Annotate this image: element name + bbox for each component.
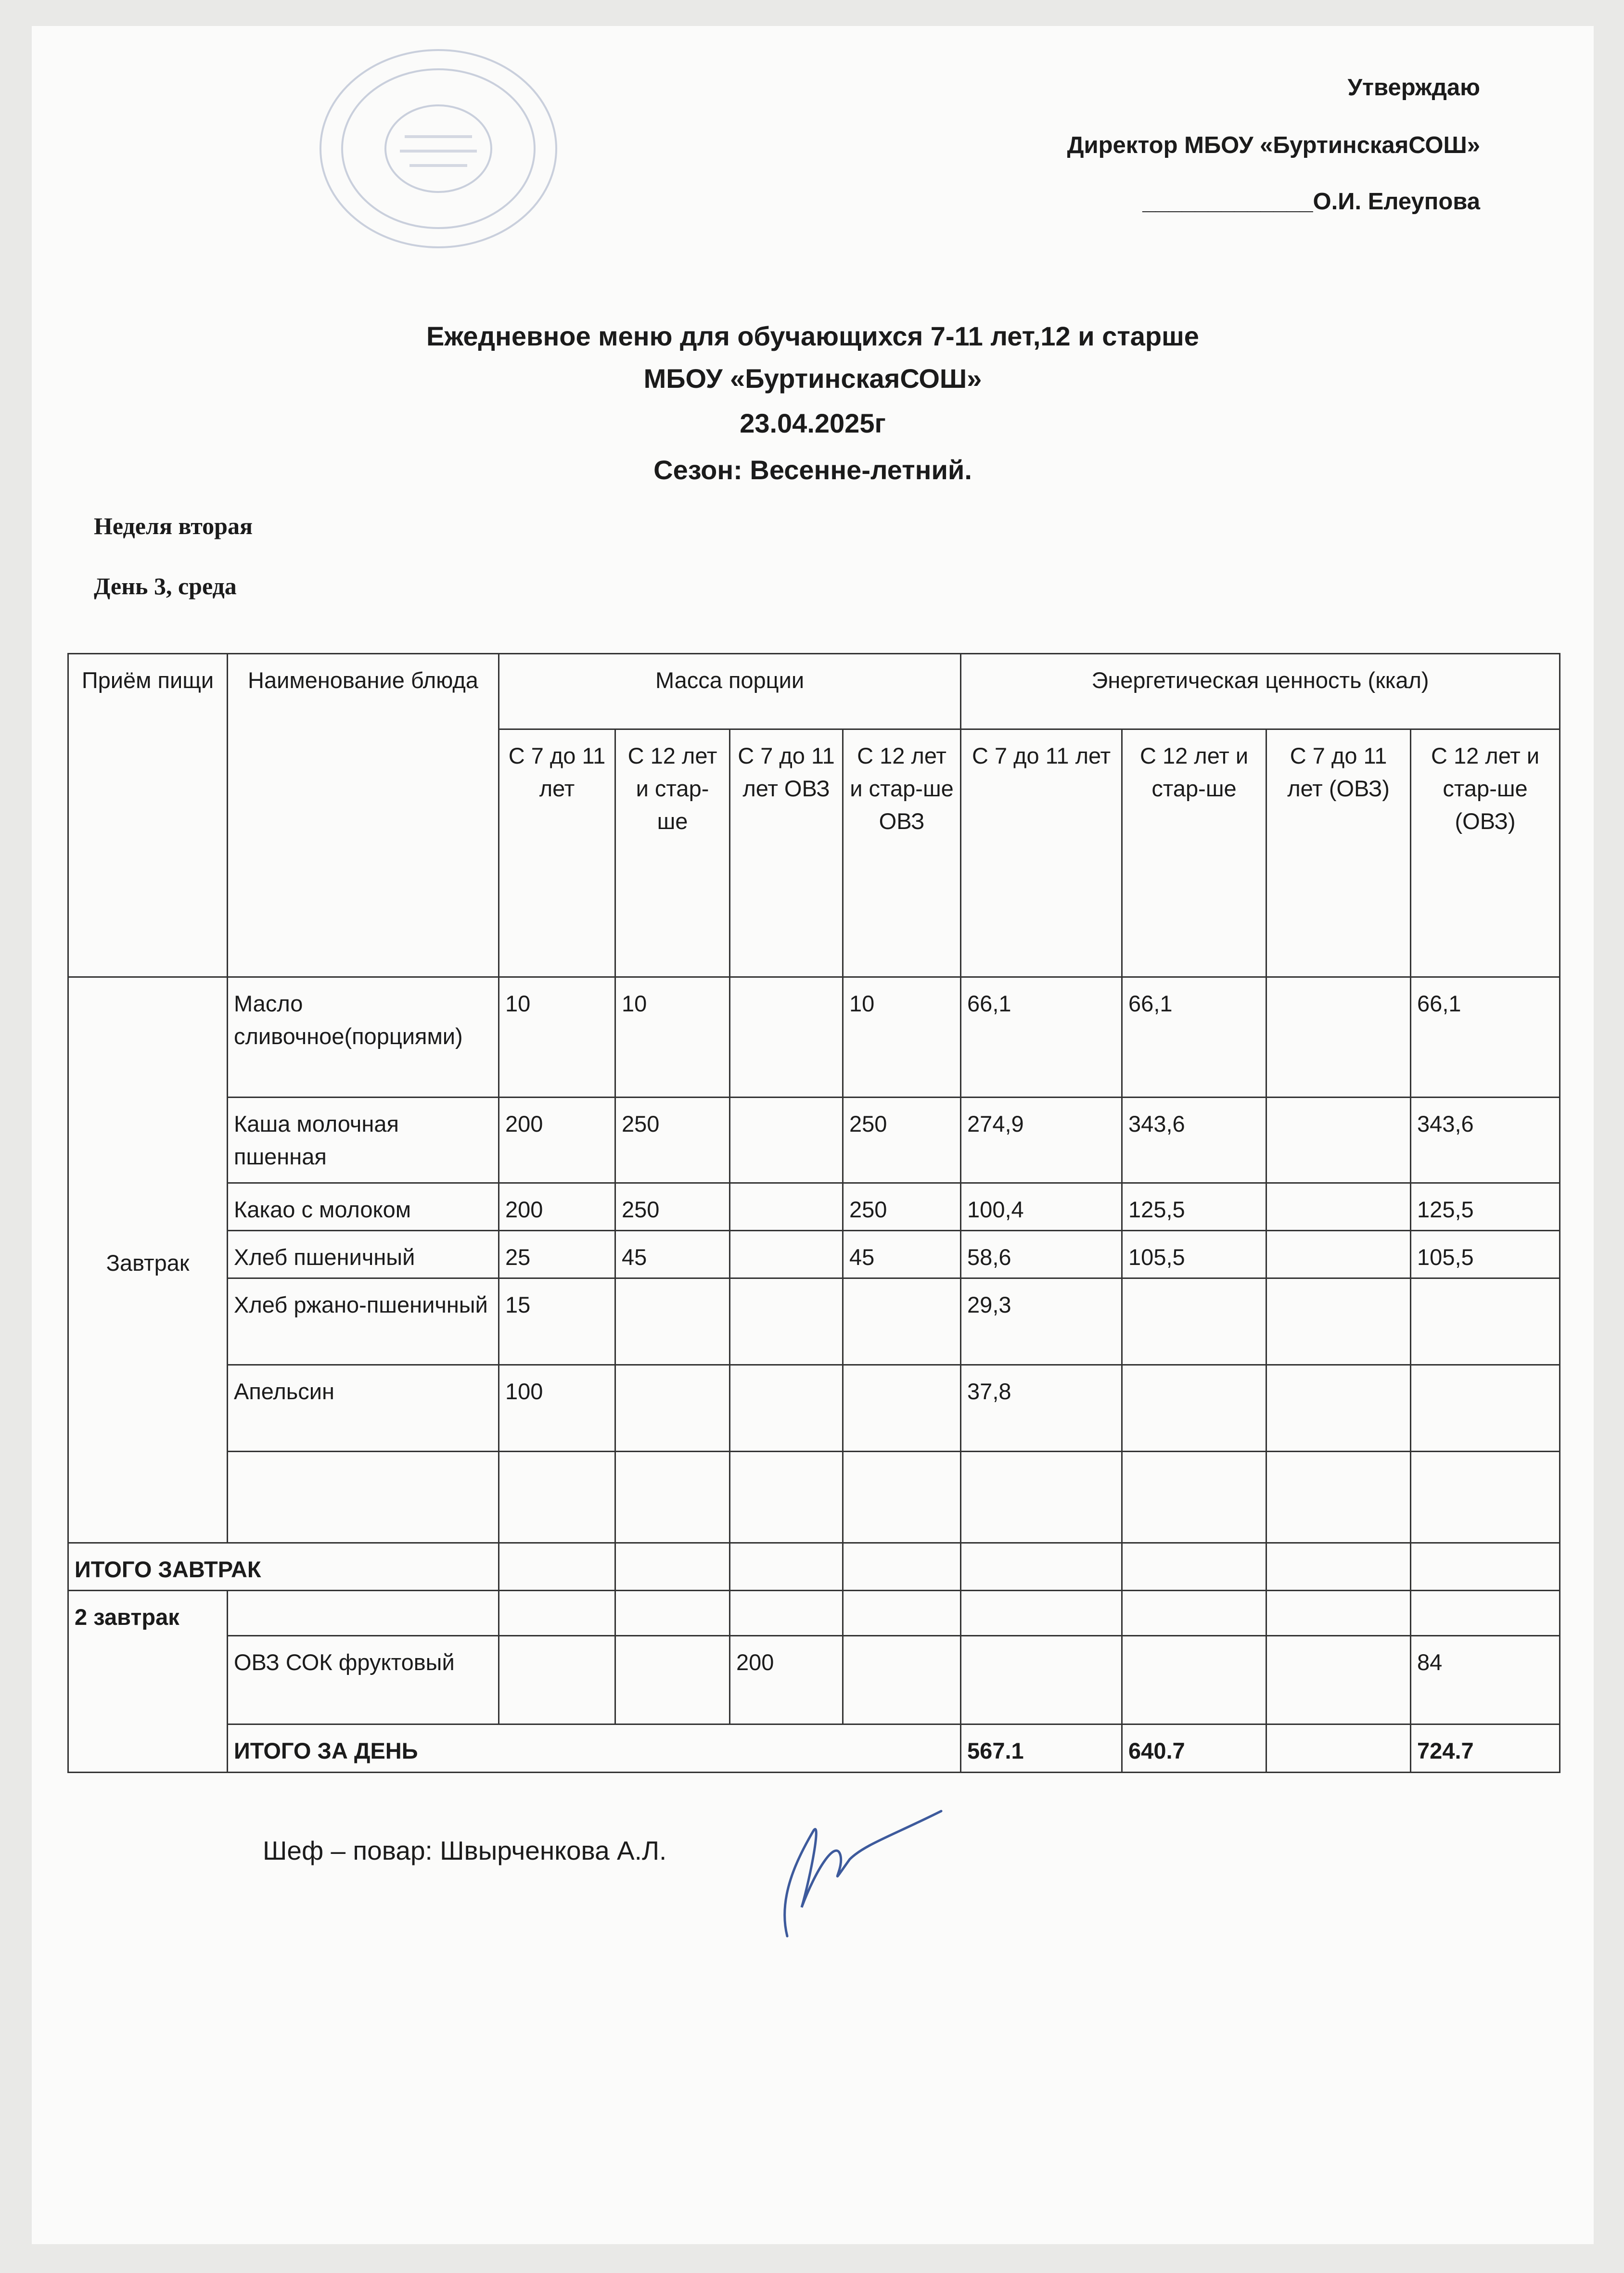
- cell-value: 100: [499, 1365, 615, 1452]
- cell-value: 125,5: [1411, 1183, 1560, 1231]
- cell-value: [730, 1452, 843, 1543]
- cell-value: [1122, 1452, 1266, 1543]
- cell-value: [730, 1591, 843, 1636]
- menu-table: [67, 653, 1560, 1773]
- cell-value: [843, 1543, 961, 1591]
- cell-value: [730, 977, 843, 1098]
- cell-value: [961, 1591, 1122, 1636]
- cell-value: [730, 1231, 843, 1278]
- subheader: С 7 до 11 лет ОВЗ: [730, 729, 843, 977]
- chef-signature-line: Шеф – повар: Швырченкова А.Л.: [263, 1836, 667, 1865]
- cell-value: 250: [843, 1098, 961, 1183]
- table-row: [68, 1231, 1560, 1278]
- cell-value: 100,4: [961, 1183, 1122, 1231]
- cell-value: [961, 1543, 1122, 1591]
- cell-value: [843, 1365, 961, 1452]
- cell-value: 84: [1411, 1636, 1560, 1724]
- table-row: [68, 1278, 1560, 1365]
- dish-name: ОВЗ СОК фруктовый: [228, 1636, 499, 1724]
- official-seal: [313, 45, 563, 252]
- cell-value: [1266, 1183, 1411, 1231]
- total-breakfast-label: ИТОГО ЗАВТРАК: [68, 1543, 499, 1591]
- cell-value: 66,1: [1122, 977, 1266, 1098]
- cell-value: [1266, 1365, 1411, 1452]
- dish-name: Хлеб ржано-пшеничный: [228, 1278, 499, 1365]
- cell-value: [1122, 1543, 1266, 1591]
- cell-value: 58,6: [961, 1231, 1122, 1278]
- second-breakfast-row: [68, 1591, 1560, 1636]
- cell-value: [730, 1183, 843, 1231]
- subheader: С 12 лет и стар-ше: [1122, 729, 1266, 977]
- cell-value: [499, 1543, 615, 1591]
- subheader: С 7 до 11 лет: [499, 729, 615, 977]
- cell-value: 45: [843, 1231, 961, 1278]
- menu-title-line1: Ежедневное меню для обучающихся 7-11 лет,12 и старше: [426, 321, 1199, 351]
- cell-value: [1266, 1543, 1411, 1591]
- director-signature-line: _____________О.И. Елеупова: [1142, 189, 1480, 215]
- cell-value: [499, 1591, 615, 1636]
- cell-value: [499, 1636, 615, 1724]
- cell-value: [615, 1636, 730, 1724]
- dish-name: Масло сливочное(порциями): [228, 977, 499, 1098]
- document-sheet: [32, 26, 1594, 2244]
- menu-season: Сезон: Весенне-летний.: [653, 455, 972, 485]
- cell-value: [1411, 1543, 1560, 1591]
- cell-value: [843, 1452, 961, 1543]
- cell-value: [843, 1278, 961, 1365]
- cell-value: 200: [499, 1183, 615, 1231]
- table-row: [68, 1098, 1560, 1183]
- cell-value: [961, 1452, 1122, 1543]
- cell-value: [730, 1098, 843, 1183]
- day-label: День 3, среда: [94, 573, 237, 600]
- subheader: С 12 лет и стар-ше ОВЗ: [843, 729, 961, 977]
- cell-value: 29,3: [961, 1278, 1122, 1365]
- cell-value: [1122, 1365, 1266, 1452]
- cell-value: 343,6: [1122, 1098, 1266, 1183]
- cell-value: [499, 1452, 615, 1543]
- cell-value: 125,5: [1122, 1183, 1266, 1231]
- second-breakfast-label: 2 завтрак: [68, 1591, 228, 1772]
- cell-value: [615, 1365, 730, 1452]
- dish-name: [228, 1452, 499, 1543]
- subheader: С 7 до 11 лет: [961, 729, 1122, 977]
- approve-word: Утверждаю: [1347, 75, 1480, 101]
- day-total-value: [1266, 1724, 1411, 1772]
- cell-value: [1266, 1591, 1411, 1636]
- table-row: [68, 977, 1560, 1098]
- cell-value: [1266, 1098, 1411, 1183]
- header-meal: Приём пищи: [68, 654, 228, 977]
- cell-value: 15: [499, 1278, 615, 1365]
- day-total-value: 640.7: [1122, 1724, 1266, 1772]
- cell-value: [1122, 1636, 1266, 1724]
- director-position: Директор МБОУ «БуртинскаяСОШ»: [1067, 132, 1480, 158]
- cell-value: [1411, 1278, 1560, 1365]
- subheader: С 7 до 11 лет (ОВЗ): [1266, 729, 1411, 977]
- juice-row: [68, 1636, 1560, 1724]
- subheader: С 12 лет и стар-ше: [615, 729, 730, 977]
- cell-value: [615, 1543, 730, 1591]
- cell-value: 66,1: [961, 977, 1122, 1098]
- cell-value: 10: [843, 977, 961, 1098]
- dish-name: Хлеб пшеничный: [228, 1231, 499, 1278]
- cell-value: [1411, 1365, 1560, 1452]
- cell-value: [730, 1365, 843, 1452]
- cell-value: [1266, 977, 1411, 1098]
- cell-value: [961, 1636, 1122, 1724]
- header-mass: Масса порции: [499, 654, 961, 729]
- cell-value: 25: [499, 1231, 615, 1278]
- day-total-row: [68, 1724, 1560, 1772]
- week-label: Неделя вторая: [94, 512, 253, 539]
- table-row: [68, 1183, 1560, 1231]
- meal-breakfast: Завтрак: [68, 977, 228, 1543]
- cell-value: 37,8: [961, 1365, 1122, 1452]
- day-total-label: ИТОГО ЗА ДЕНЬ: [228, 1724, 961, 1772]
- day-total-value: 724.7: [1411, 1724, 1560, 1772]
- cell-value: 250: [615, 1098, 730, 1183]
- subheader: С 12 лет и стар-ше (ОВЗ): [1411, 729, 1560, 977]
- cell-value: [1266, 1452, 1411, 1543]
- handwritten-signature: [768, 1801, 951, 1946]
- cell-value: [843, 1591, 961, 1636]
- cell-value: [1122, 1591, 1266, 1636]
- dish-name: [228, 1591, 499, 1636]
- cell-value: 200: [499, 1098, 615, 1183]
- cell-value: 66,1: [1411, 977, 1560, 1098]
- cell-value: 10: [615, 977, 730, 1098]
- cell-value: [730, 1278, 843, 1365]
- cell-value: 250: [843, 1183, 961, 1231]
- cell-value: 105,5: [1411, 1231, 1560, 1278]
- cell-value: [615, 1591, 730, 1636]
- cell-value: 105,5: [1122, 1231, 1266, 1278]
- cell-value: [1266, 1278, 1411, 1365]
- cell-value: 274,9: [961, 1098, 1122, 1183]
- table-row: [68, 1365, 1560, 1452]
- dish-name: Апельсин: [228, 1365, 499, 1452]
- cell-value: [1411, 1591, 1560, 1636]
- cell-value: [1411, 1452, 1560, 1543]
- cell-value: [615, 1278, 730, 1365]
- cell-value: [1122, 1278, 1266, 1365]
- cell-value: 343,6: [1411, 1098, 1560, 1183]
- header-energy: Энергетическая ценность (ккал): [961, 654, 1560, 729]
- header-row-1: [68, 654, 1560, 729]
- cell-value: [615, 1452, 730, 1543]
- cell-value: 45: [615, 1231, 730, 1278]
- dish-name: Каша молочная пшенная: [228, 1098, 499, 1183]
- dish-name: Какао с молоком: [228, 1183, 499, 1231]
- menu-title-school: МБОУ «БуртинскаяСОШ»: [643, 363, 982, 394]
- day-total-value: 567.1: [961, 1724, 1122, 1772]
- cell-value: 200: [730, 1636, 843, 1724]
- cell-value: [730, 1543, 843, 1591]
- total-breakfast-row: [68, 1543, 1560, 1591]
- table-row: [68, 1452, 1560, 1543]
- cell-value: [1266, 1636, 1411, 1724]
- cell-value: 250: [615, 1183, 730, 1231]
- cell-value: 10: [499, 977, 615, 1098]
- cell-value: [843, 1636, 961, 1724]
- cell-value: [1266, 1231, 1411, 1278]
- menu-date: 23.04.2025г: [740, 408, 886, 438]
- header-dish: Наименование блюда: [228, 654, 499, 977]
